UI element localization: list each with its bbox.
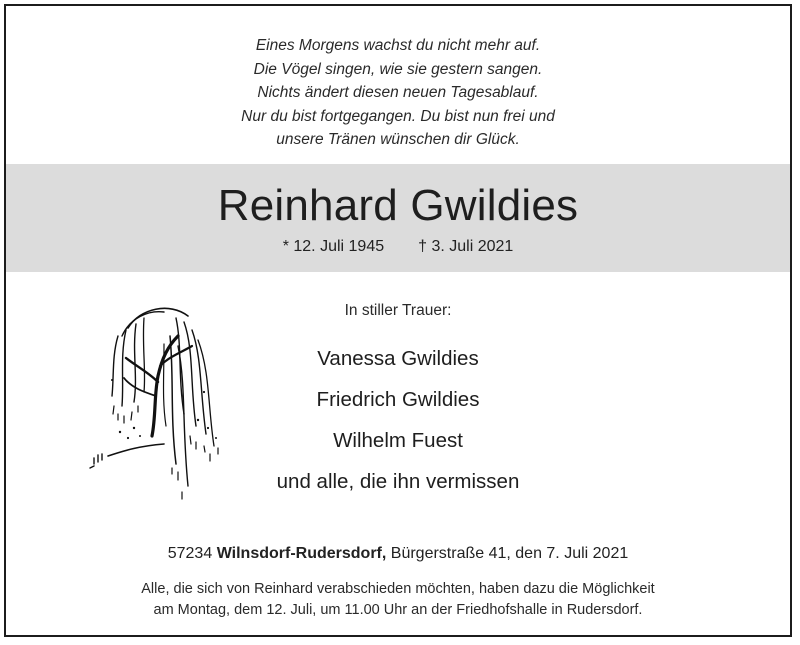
poem-line: Nichts ändert diesen neuen Tagesablauf. bbox=[257, 84, 539, 101]
poem-line: Die Vögel singen, wie sie gestern sangen. bbox=[253, 60, 543, 78]
mourner-name: Vanessa Gwildies bbox=[317, 347, 479, 370]
street-date: Bürgerstraße 41, den 7. Juli 2021 bbox=[390, 545, 629, 562]
mourner-name: Wilhelm Fuest bbox=[333, 429, 463, 452]
mourning-intro: In stiller Trauer: bbox=[344, 302, 452, 319]
postal-code: 57234 bbox=[167, 545, 213, 562]
mourner-name: Friedrich Gwildies bbox=[316, 388, 480, 411]
farewell-line: am Montag, dem 12. Juli, um 11.00 Uhr an der Friedhofshalle in Rudersdorf. bbox=[153, 602, 643, 618]
death-date: † 3. Juli 2021 bbox=[418, 238, 514, 255]
mourner-list bbox=[6, 338, 790, 502]
mourner-name: und alle, die ihn vermissen bbox=[276, 470, 520, 493]
poem-line: unsere Tränen wünschen dir Glück. bbox=[276, 131, 520, 148]
poem bbox=[6, 34, 790, 152]
birth-date: * 12. Juli 1945 bbox=[282, 238, 385, 255]
farewell-note bbox=[6, 579, 790, 621]
life-dates bbox=[6, 236, 790, 258]
deceased-name: Reinhard Gwildies bbox=[217, 181, 579, 230]
obituary-frame bbox=[4, 4, 792, 637]
farewell-line: Alle, die sich von Reinhard verabschieden möchten, haben dazu die Möglichkeit bbox=[141, 581, 655, 597]
town-name: Wilnsdorf-Rudersdorf, bbox=[216, 545, 387, 562]
poem-line: Nur du bist fortgegangen. Du bist nun frei und bbox=[241, 107, 555, 125]
poem-line: Eines Morgens wachst du nicht mehr auf. bbox=[255, 37, 541, 54]
address-line bbox=[6, 543, 790, 565]
